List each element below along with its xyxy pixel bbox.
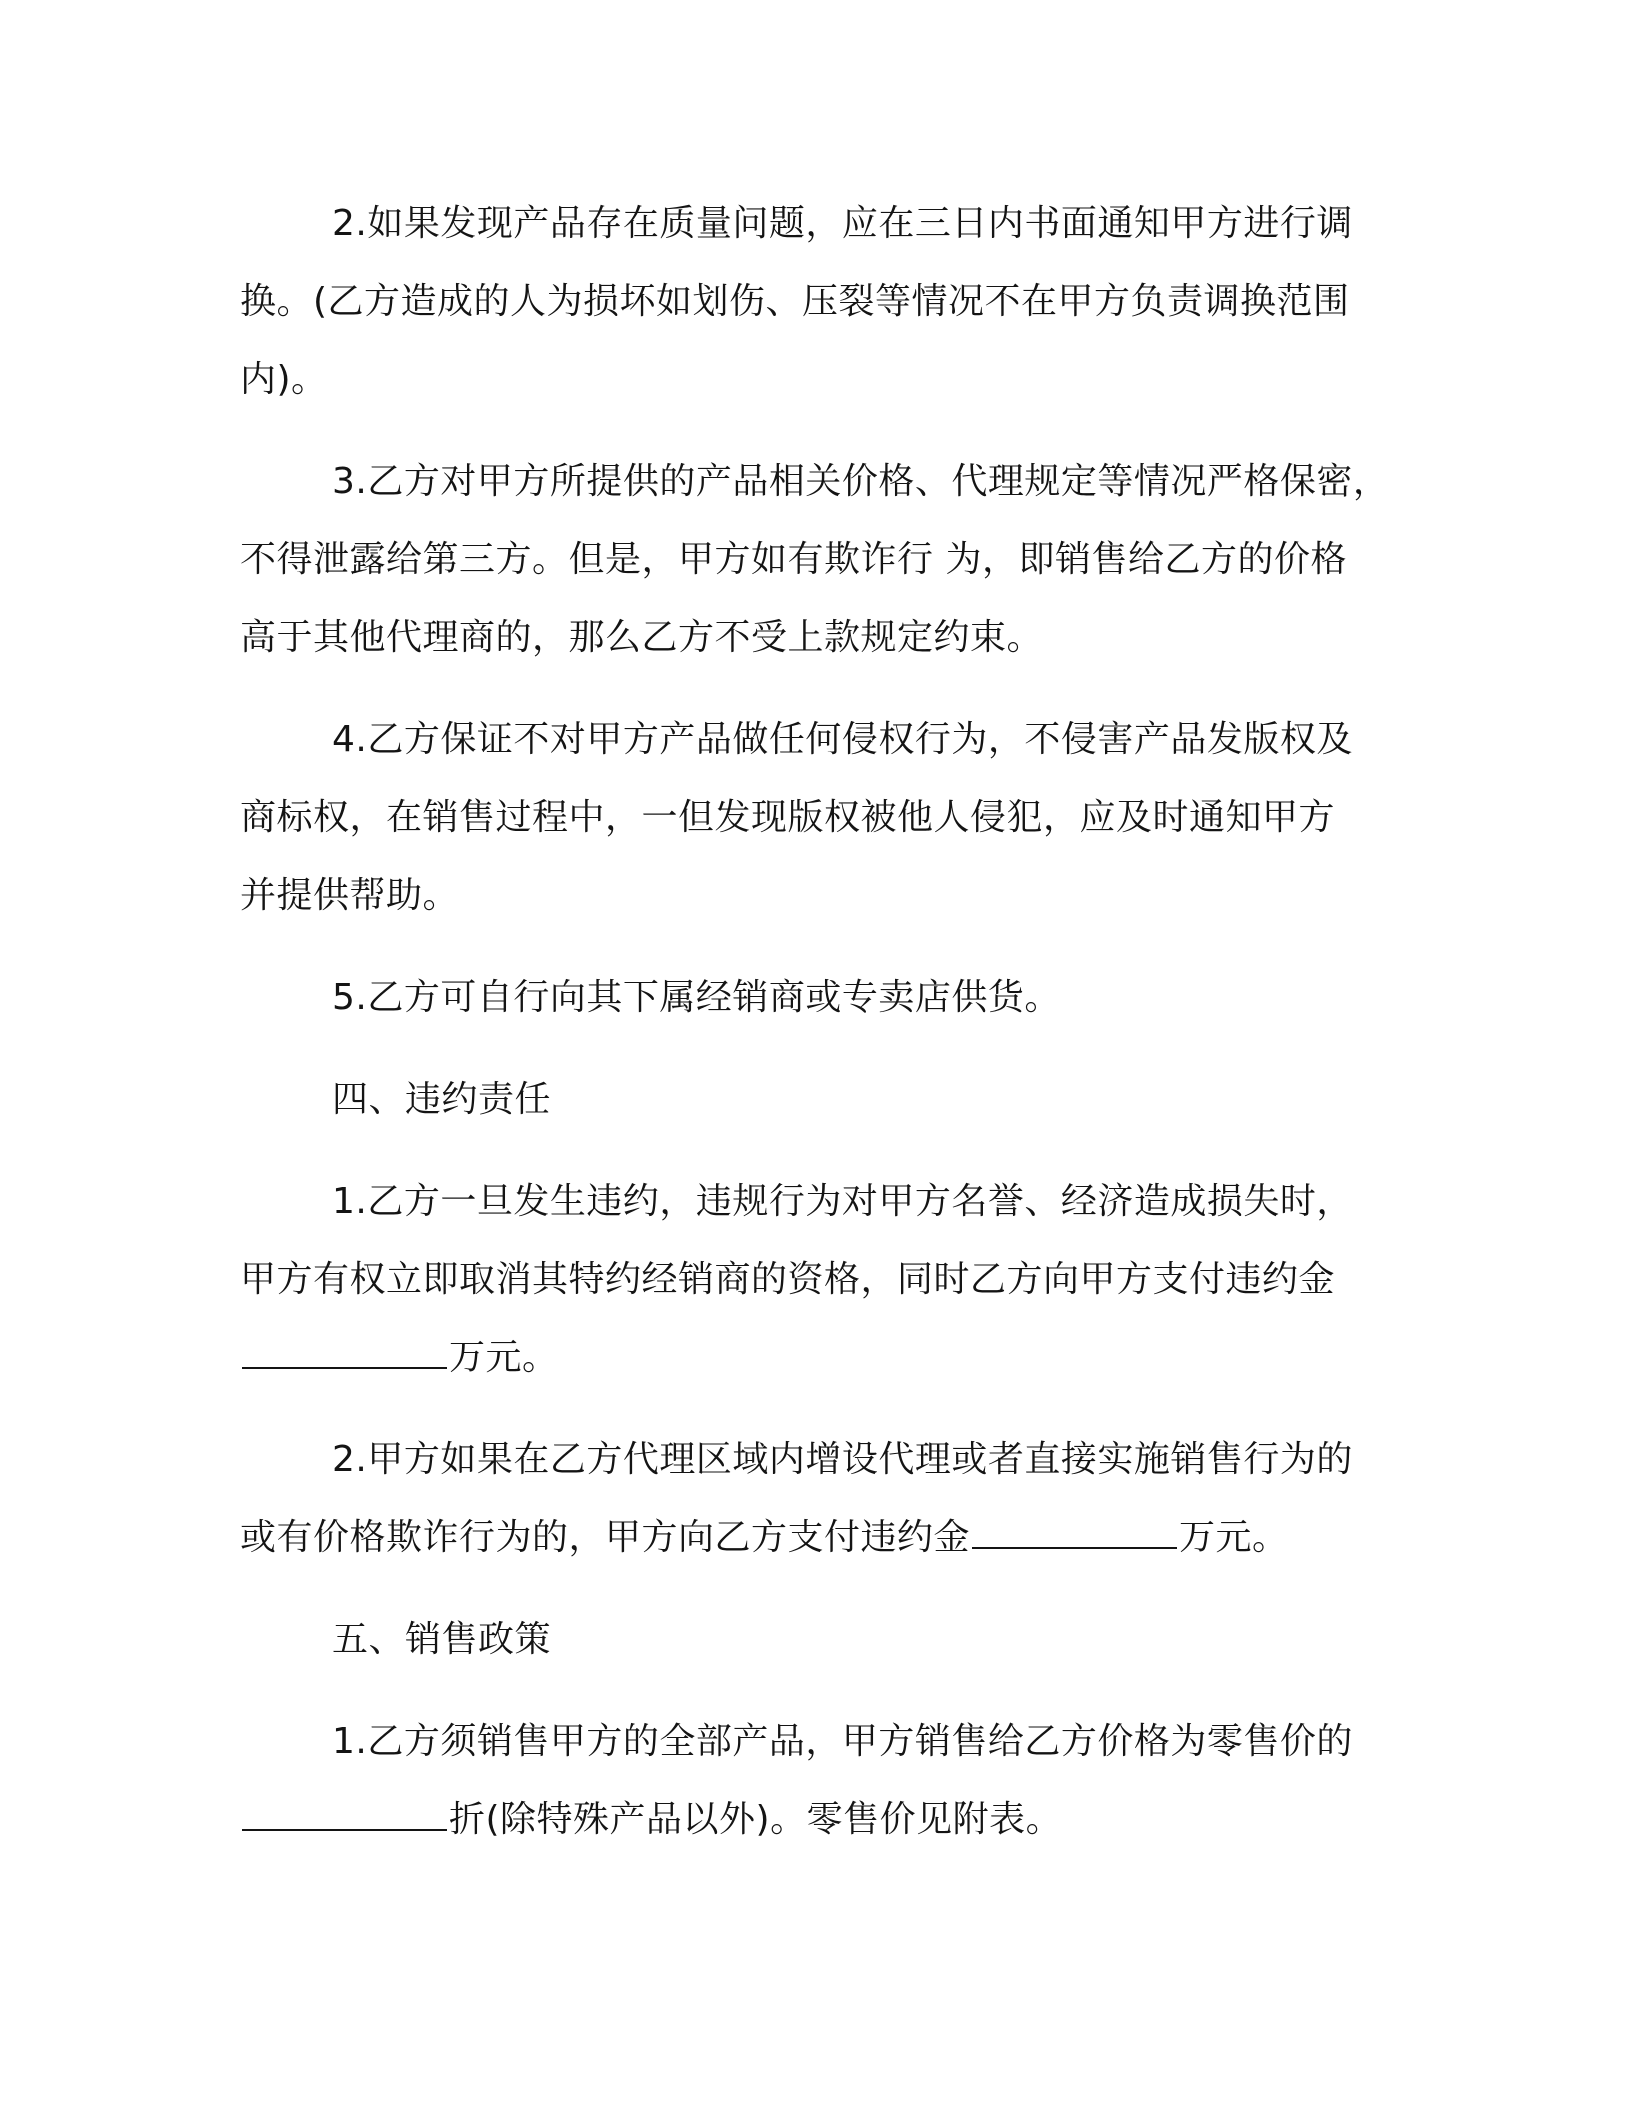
text-line: [240, 1319, 1390, 1397]
text-line: 5.乙方可自行向其下属经销商或专卖店供货。: [332, 977, 1061, 1018]
section-heading-breach: [240, 1061, 1390, 1139]
section-heading-sales-policy: [240, 1601, 1390, 1679]
text-line: 1.乙方一旦发生违约，违规行为对甲方名誉、经济造成损失时，: [332, 1181, 1353, 1222]
text-line: 2.甲方如果在乙方代理区域内增设代理或者直接实施销售行为的: [332, 1439, 1353, 1480]
blank-suffix: 万元。: [449, 1337, 559, 1378]
text-line: [240, 1499, 1390, 1577]
clause-supply: [240, 959, 1390, 1037]
document-body: [240, 185, 1390, 1883]
heading-text: 四、违约责任: [332, 1079, 552, 1120]
blank-suffix: 折(除特殊产品以外)。零售价见附表。: [449, 1799, 1063, 1840]
text-line: 2.如果发现产品存在质量问题，应在三日内书面通知甲方进行调: [332, 203, 1353, 244]
blank-suffix: 万元。: [1179, 1517, 1289, 1558]
clause-quality-issue: [240, 185, 1390, 419]
clause-pricing: [240, 1703, 1390, 1859]
text-line: 并提供帮助。: [240, 875, 460, 916]
text-line: 高于其他代理商的，那么乙方不受上款规定约束。: [240, 617, 1044, 658]
clause-infringement: [240, 701, 1390, 935]
fill-in-blank[interactable]: [972, 1517, 1177, 1549]
clause-breach-party-b: [240, 1163, 1390, 1397]
text-line: 内)。: [240, 359, 328, 400]
clause-confidentiality: [240, 443, 1390, 677]
text-line: 不得泄露给第三方。但是，甲方如有欺诈行 为，即销售给乙方的价格: [240, 539, 1347, 580]
clause-breach-party-a: [240, 1421, 1390, 1577]
heading-text: 五、销售政策: [332, 1619, 552, 1660]
text-line: 换。(乙方造成的人为损坏如划伤、压裂等情况不在甲方负责调换范围: [240, 281, 1350, 322]
text-line: 3.乙方对甲方所提供的产品相关价格、代理规定等情况严格保密，: [332, 461, 1390, 502]
text-line: [240, 1781, 1390, 1859]
text-line: 1.乙方须销售甲方的全部产品，甲方销售给乙方价格为零售价的: [332, 1721, 1353, 1762]
text-line: 商标权，在销售过程中，一但发现版权被他人侵犯，应及时通知甲方: [240, 797, 1336, 838]
fill-in-blank[interactable]: [242, 1337, 447, 1369]
fill-in-blank[interactable]: [242, 1799, 447, 1831]
text-line: 甲方有权立即取消其特约经销商的资格，同时乙方向甲方支付违约金: [240, 1259, 1336, 1300]
text-line: 4.乙方保证不对甲方产品做任何侵权行为，不侵害产品发版权及: [332, 719, 1353, 760]
blank-prefix: 或有价格欺诈行为的，甲方向乙方支付违约金: [240, 1517, 971, 1558]
